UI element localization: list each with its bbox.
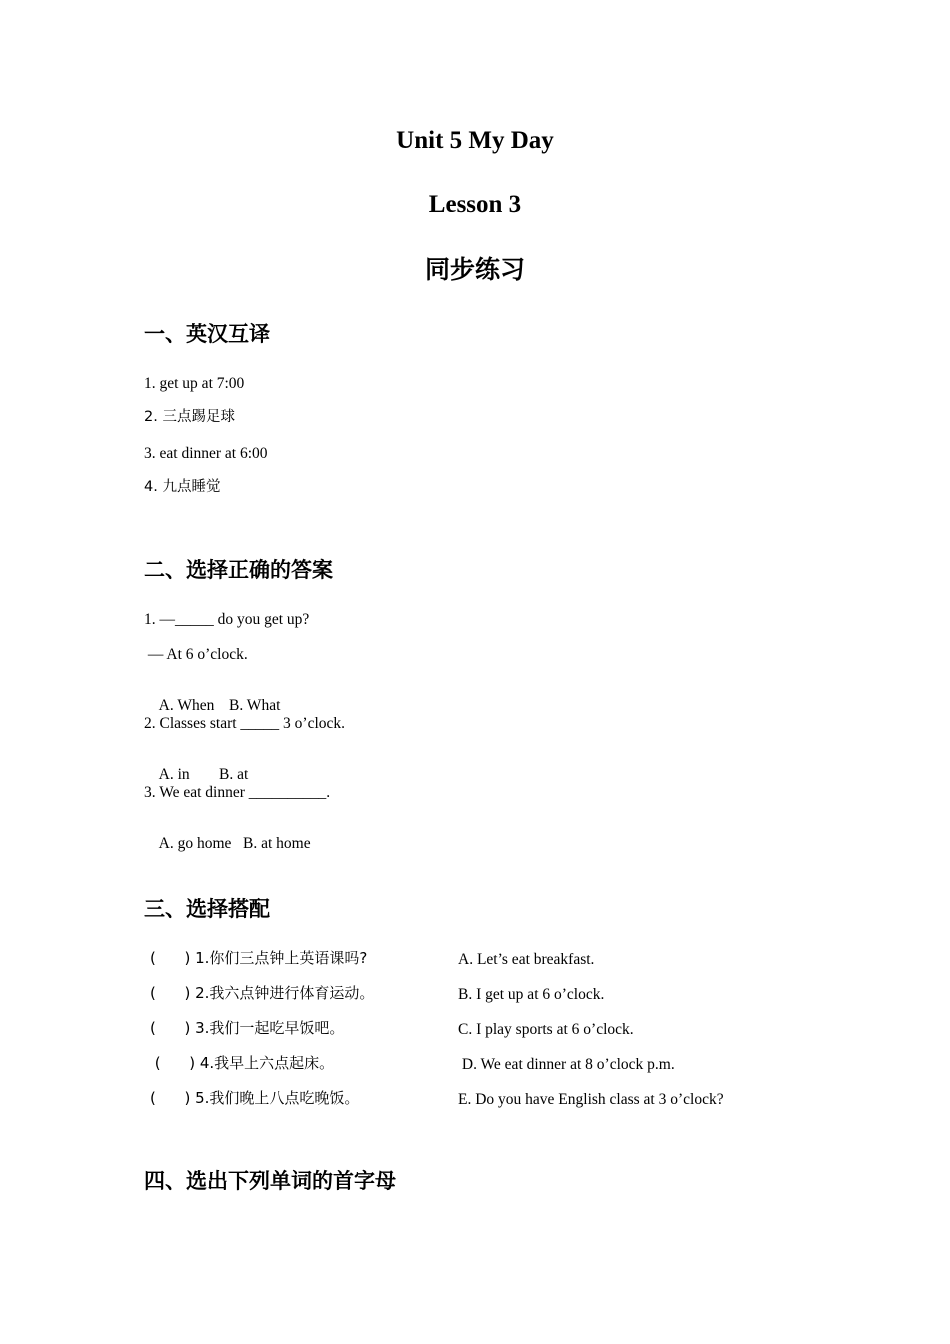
translation-item-4: 4. 九点睡觉 (144, 479, 221, 495)
matching-right-a: A. Let’s eat breakfast. (458, 951, 595, 968)
matching-right-b: B. I get up at 6 o’clock. (458, 986, 605, 1003)
translation-item-1: 1. get up at 7:00 (144, 375, 245, 392)
question-3-option-a: A. go home (158, 834, 232, 852)
question-1: 1. —_____ do you get up? (144, 611, 310, 628)
question-2-option-b: B. at (219, 765, 249, 783)
question-2: 2. Classes start _____ 3 o’clock. (144, 715, 346, 732)
exercise-title: 同步练习 (424, 255, 525, 284)
matching-left-2: ( ) 2.我六点钟进行体育运动。 (150, 984, 375, 1002)
matching-left-5: ( ) 5.我们晚上八点吃晚饭。 (150, 1089, 360, 1107)
question-3-option-b: B. at home (243, 834, 311, 852)
section-2-heading: 二、选择正确的答案 (144, 558, 333, 582)
matching-right-e: E. Do you have English class at 3 o’clock? (458, 1091, 724, 1108)
question-2-option-a: A. in (158, 765, 190, 783)
question-3: 3. We eat dinner __________. (144, 784, 331, 801)
lesson-title: Lesson 3 (428, 191, 522, 218)
question-1-answer: — At 6 o’clock. (144, 646, 248, 663)
section-1-heading: 一、英汉互译 (144, 322, 270, 346)
matching-right-c: C. I play sports at 6 o’clock. (458, 1021, 634, 1038)
section-3-heading: 三、选择搭配 (144, 897, 270, 921)
section-4-heading: 四、选出下列单词的首字母 (144, 1169, 396, 1193)
matching-left-3: ( ) 3.我们一起吃早饭吧。 (150, 1019, 345, 1037)
translation-item-2: 2. 三点踢足球 (144, 409, 235, 425)
matching-left-4: ( ) 4.我早上六点起床。 (150, 1054, 335, 1072)
question-1-option-b: B. What (229, 696, 281, 714)
translation-item-3: 3. eat dinner at 6:00 (144, 445, 268, 462)
question-1-option-a: A. When (158, 696, 215, 714)
unit-title: Unit 5 My Day (396, 127, 554, 154)
matching-right-d: D. We eat dinner at 8 o’clock p.m. (458, 1056, 675, 1073)
matching-left-1: ( ) 1.你们三点钟上英语课吗? (150, 949, 368, 967)
question-3-options (144, 820, 311, 867)
